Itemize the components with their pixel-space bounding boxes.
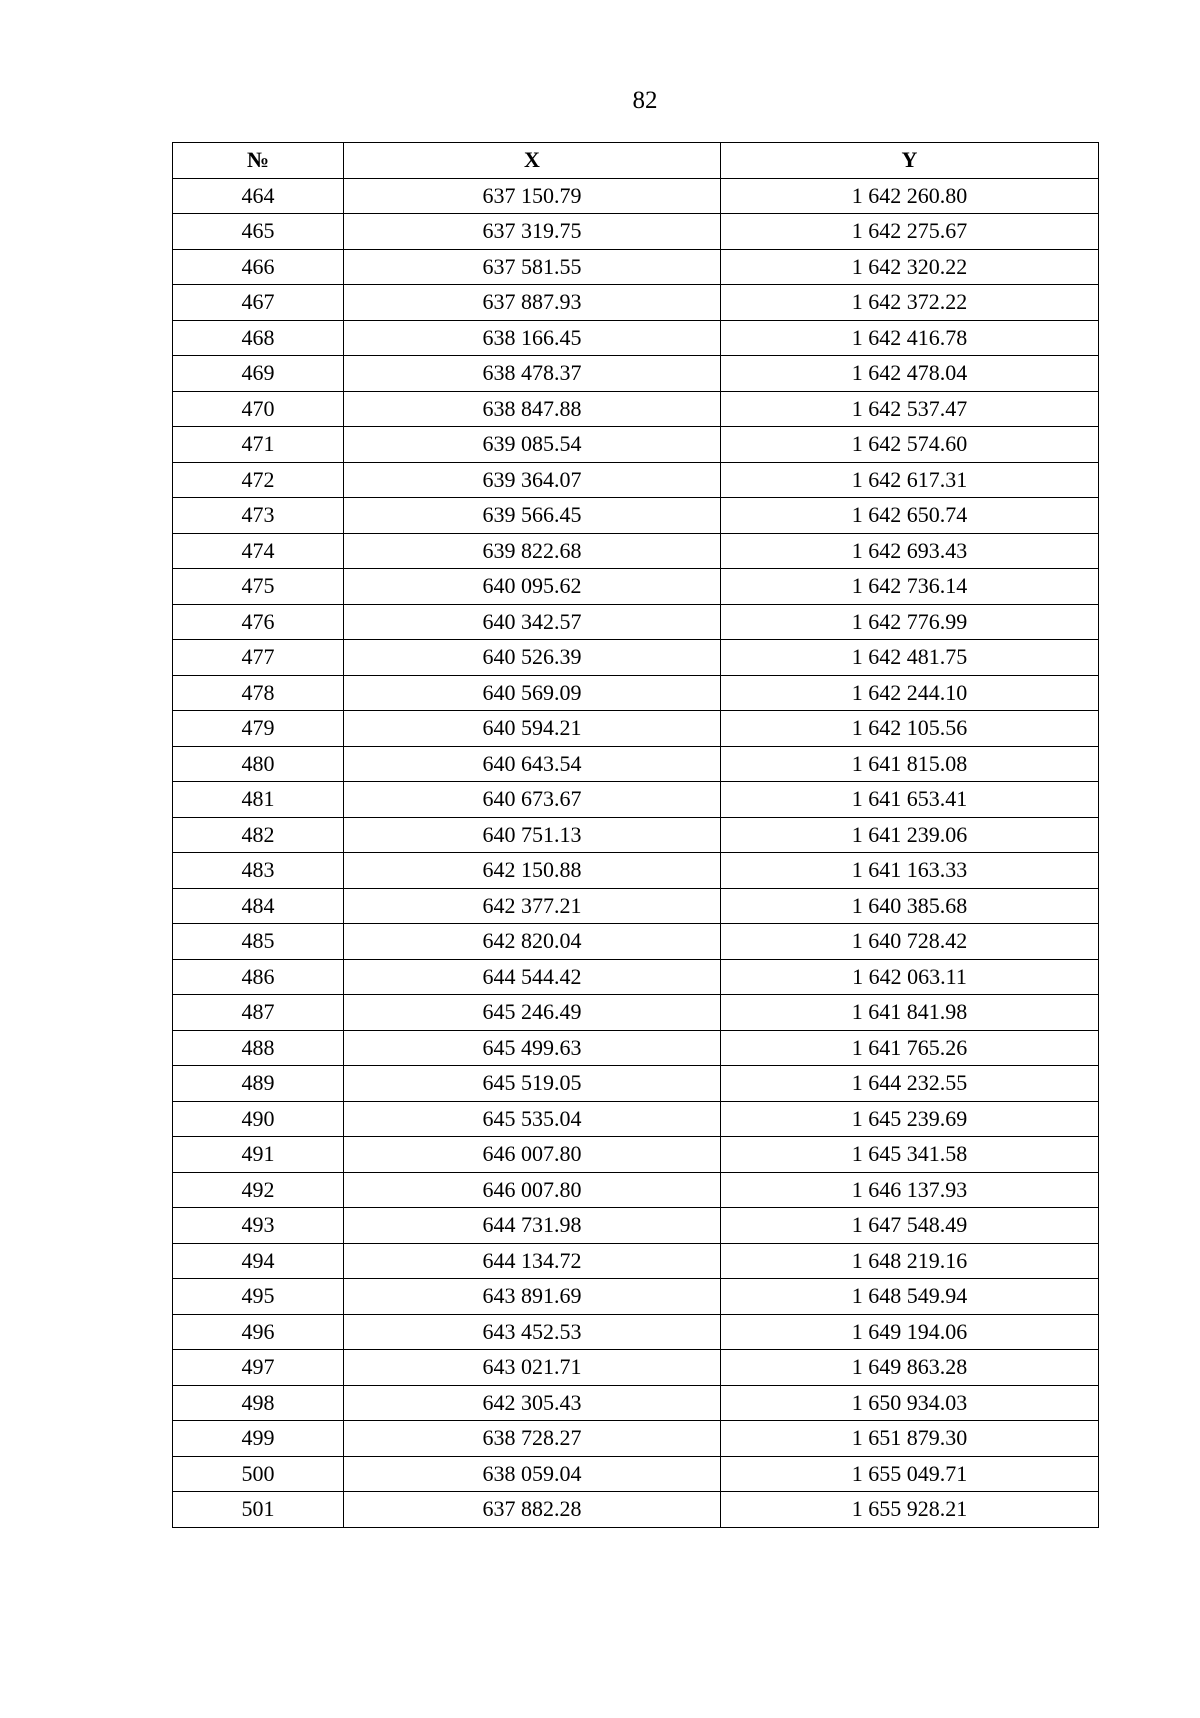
x-coordinate-cell: 640 095.62	[344, 569, 721, 605]
point-number-cell: 467	[173, 285, 344, 321]
table-row	[173, 320, 1099, 356]
x-coordinate-cell: 639 822.68	[344, 533, 721, 569]
point-number-cell: 496	[173, 1314, 344, 1350]
y-coordinate-cell: 1 642 574.60	[721, 427, 1099, 463]
x-coordinate-cell: 644 731.98	[344, 1208, 721, 1244]
x-coordinate-cell: 640 673.67	[344, 782, 721, 818]
x-coordinate-cell: 642 150.88	[344, 853, 721, 889]
point-number-cell: 470	[173, 391, 344, 427]
table-header-row	[173, 143, 1099, 179]
y-coordinate-cell: 1 642 275.67	[721, 214, 1099, 250]
x-coordinate-cell: 646 007.80	[344, 1172, 721, 1208]
y-coordinate-cell: 1 649 194.06	[721, 1314, 1099, 1350]
table-body	[173, 178, 1099, 1527]
y-coordinate-cell: 1 648 219.16	[721, 1243, 1099, 1279]
x-coordinate-cell: 640 643.54	[344, 746, 721, 782]
point-number-cell: 475	[173, 569, 344, 605]
table-row	[173, 1492, 1099, 1528]
table-row	[173, 1172, 1099, 1208]
y-coordinate-cell: 1 642 478.04	[721, 356, 1099, 392]
y-coordinate-cell: 1 641 653.41	[721, 782, 1099, 818]
point-number-cell: 495	[173, 1279, 344, 1315]
y-coordinate-cell: 1 641 815.08	[721, 746, 1099, 782]
y-coordinate-cell: 1 651 879.30	[721, 1421, 1099, 1457]
point-number-cell: 471	[173, 427, 344, 463]
table-row	[173, 888, 1099, 924]
x-coordinate-cell: 646 007.80	[344, 1137, 721, 1173]
header-y: Y	[721, 143, 1099, 179]
page-number: 82	[632, 87, 658, 114]
y-coordinate-cell: 1 642 736.14	[721, 569, 1099, 605]
point-number-cell: 465	[173, 214, 344, 250]
x-coordinate-cell: 645 499.63	[344, 1030, 721, 1066]
y-coordinate-cell: 1 642 776.99	[721, 604, 1099, 640]
point-number-cell: 501	[173, 1492, 344, 1528]
y-coordinate-cell: 1 642 617.31	[721, 462, 1099, 498]
table-row	[173, 533, 1099, 569]
point-number-cell: 472	[173, 462, 344, 498]
x-coordinate-cell: 644 134.72	[344, 1243, 721, 1279]
point-number-cell: 493	[173, 1208, 344, 1244]
x-coordinate-cell: 645 246.49	[344, 995, 721, 1031]
header-number: №	[173, 143, 344, 179]
x-coordinate-cell: 639 566.45	[344, 498, 721, 534]
point-number-cell: 464	[173, 178, 344, 214]
y-coordinate-cell: 1 641 765.26	[721, 1030, 1099, 1066]
y-coordinate-cell: 1 642 650.74	[721, 498, 1099, 534]
point-number-cell: 497	[173, 1350, 344, 1386]
table-row	[173, 569, 1099, 605]
y-coordinate-cell: 1 649 863.28	[721, 1350, 1099, 1386]
point-number-cell: 489	[173, 1066, 344, 1102]
y-coordinate-cell: 1 640 385.68	[721, 888, 1099, 924]
table-row	[173, 1279, 1099, 1315]
point-number-cell: 494	[173, 1243, 344, 1279]
coordinates-table	[172, 142, 1099, 1528]
table-row	[173, 462, 1099, 498]
table-row	[173, 214, 1099, 250]
table-row	[173, 782, 1099, 818]
point-number-cell: 500	[173, 1456, 344, 1492]
y-coordinate-cell: 1 642 693.43	[721, 533, 1099, 569]
point-number-cell: 482	[173, 817, 344, 853]
point-number-cell: 486	[173, 959, 344, 995]
x-coordinate-cell: 640 594.21	[344, 711, 721, 747]
point-number-cell: 478	[173, 675, 344, 711]
y-coordinate-cell: 1 642 320.22	[721, 249, 1099, 285]
x-coordinate-cell: 637 887.93	[344, 285, 721, 321]
point-number-cell: 468	[173, 320, 344, 356]
point-number-cell: 487	[173, 995, 344, 1031]
table-row	[173, 995, 1099, 1031]
x-coordinate-cell: 643 452.53	[344, 1314, 721, 1350]
point-number-cell: 490	[173, 1101, 344, 1137]
x-coordinate-cell: 637 150.79	[344, 178, 721, 214]
point-number-cell: 480	[173, 746, 344, 782]
table-row	[173, 1137, 1099, 1173]
y-coordinate-cell: 1 645 341.58	[721, 1137, 1099, 1173]
y-coordinate-cell: 1 648 549.94	[721, 1279, 1099, 1315]
x-coordinate-cell: 639 085.54	[344, 427, 721, 463]
point-number-cell: 477	[173, 640, 344, 676]
y-coordinate-cell: 1 642 481.75	[721, 640, 1099, 676]
table-row	[173, 1101, 1099, 1137]
y-coordinate-cell: 1 647 548.49	[721, 1208, 1099, 1244]
x-coordinate-cell: 640 569.09	[344, 675, 721, 711]
point-number-cell: 484	[173, 888, 344, 924]
x-coordinate-cell: 637 319.75	[344, 214, 721, 250]
x-coordinate-cell: 640 342.57	[344, 604, 721, 640]
x-coordinate-cell: 640 751.13	[344, 817, 721, 853]
table-row	[173, 1456, 1099, 1492]
x-coordinate-cell: 642 305.43	[344, 1385, 721, 1421]
point-number-cell: 483	[173, 853, 344, 889]
y-coordinate-cell: 1 642 537.47	[721, 391, 1099, 427]
table-row	[173, 356, 1099, 392]
table-row	[173, 391, 1099, 427]
table-row	[173, 746, 1099, 782]
x-coordinate-cell: 645 535.04	[344, 1101, 721, 1137]
x-coordinate-cell: 637 882.28	[344, 1492, 721, 1528]
y-coordinate-cell: 1 644 232.55	[721, 1066, 1099, 1102]
table-row	[173, 427, 1099, 463]
table-row	[173, 1030, 1099, 1066]
y-coordinate-cell: 1 640 728.42	[721, 924, 1099, 960]
x-coordinate-cell: 644 544.42	[344, 959, 721, 995]
point-number-cell: 481	[173, 782, 344, 818]
y-coordinate-cell: 1 650 934.03	[721, 1385, 1099, 1421]
point-number-cell: 488	[173, 1030, 344, 1066]
y-coordinate-cell: 1 642 244.10	[721, 675, 1099, 711]
y-coordinate-cell: 1 642 105.56	[721, 711, 1099, 747]
x-coordinate-cell: 645 519.05	[344, 1066, 721, 1102]
table-row	[173, 1066, 1099, 1102]
table-row	[173, 817, 1099, 853]
table-row	[173, 1350, 1099, 1386]
x-coordinate-cell: 640 526.39	[344, 640, 721, 676]
y-coordinate-cell: 1 655 928.21	[721, 1492, 1099, 1528]
table-row	[173, 285, 1099, 321]
x-coordinate-cell: 642 820.04	[344, 924, 721, 960]
x-coordinate-cell: 642 377.21	[344, 888, 721, 924]
point-number-cell: 498	[173, 1385, 344, 1421]
point-number-cell: 466	[173, 249, 344, 285]
table-row	[173, 1421, 1099, 1457]
y-coordinate-cell: 1 642 416.78	[721, 320, 1099, 356]
y-coordinate-cell: 1 642 260.80	[721, 178, 1099, 214]
table-row	[173, 1314, 1099, 1350]
table-row	[173, 604, 1099, 640]
x-coordinate-cell: 638 728.27	[344, 1421, 721, 1457]
table-row	[173, 675, 1099, 711]
y-coordinate-cell: 1 641 163.33	[721, 853, 1099, 889]
point-number-cell: 476	[173, 604, 344, 640]
point-number-cell: 485	[173, 924, 344, 960]
table-row	[173, 924, 1099, 960]
table-row	[173, 711, 1099, 747]
point-number-cell: 473	[173, 498, 344, 534]
table-row	[173, 498, 1099, 534]
table-row	[173, 1243, 1099, 1279]
y-coordinate-cell: 1 642 063.11	[721, 959, 1099, 995]
table-row	[173, 853, 1099, 889]
table-row	[173, 959, 1099, 995]
x-coordinate-cell: 638 166.45	[344, 320, 721, 356]
point-number-cell: 499	[173, 1421, 344, 1457]
x-coordinate-cell: 637 581.55	[344, 249, 721, 285]
header-x: X	[344, 143, 721, 179]
x-coordinate-cell: 638 059.04	[344, 1456, 721, 1492]
table-row	[173, 249, 1099, 285]
x-coordinate-cell: 643 891.69	[344, 1279, 721, 1315]
table-row	[173, 178, 1099, 214]
y-coordinate-cell: 1 641 239.06	[721, 817, 1099, 853]
table-row	[173, 1385, 1099, 1421]
x-coordinate-cell: 638 478.37	[344, 356, 721, 392]
y-coordinate-cell: 1 645 239.69	[721, 1101, 1099, 1137]
x-coordinate-cell: 639 364.07	[344, 462, 721, 498]
y-coordinate-cell: 1 642 372.22	[721, 285, 1099, 321]
table-row	[173, 640, 1099, 676]
y-coordinate-cell: 1 646 137.93	[721, 1172, 1099, 1208]
point-number-cell: 491	[173, 1137, 344, 1173]
table-row	[173, 1208, 1099, 1244]
point-number-cell: 469	[173, 356, 344, 392]
y-coordinate-cell: 1 641 841.98	[721, 995, 1099, 1031]
point-number-cell: 479	[173, 711, 344, 747]
y-coordinate-cell: 1 655 049.71	[721, 1456, 1099, 1492]
point-number-cell: 474	[173, 533, 344, 569]
x-coordinate-cell: 638 847.88	[344, 391, 721, 427]
point-number-cell: 492	[173, 1172, 344, 1208]
x-coordinate-cell: 643 021.71	[344, 1350, 721, 1386]
